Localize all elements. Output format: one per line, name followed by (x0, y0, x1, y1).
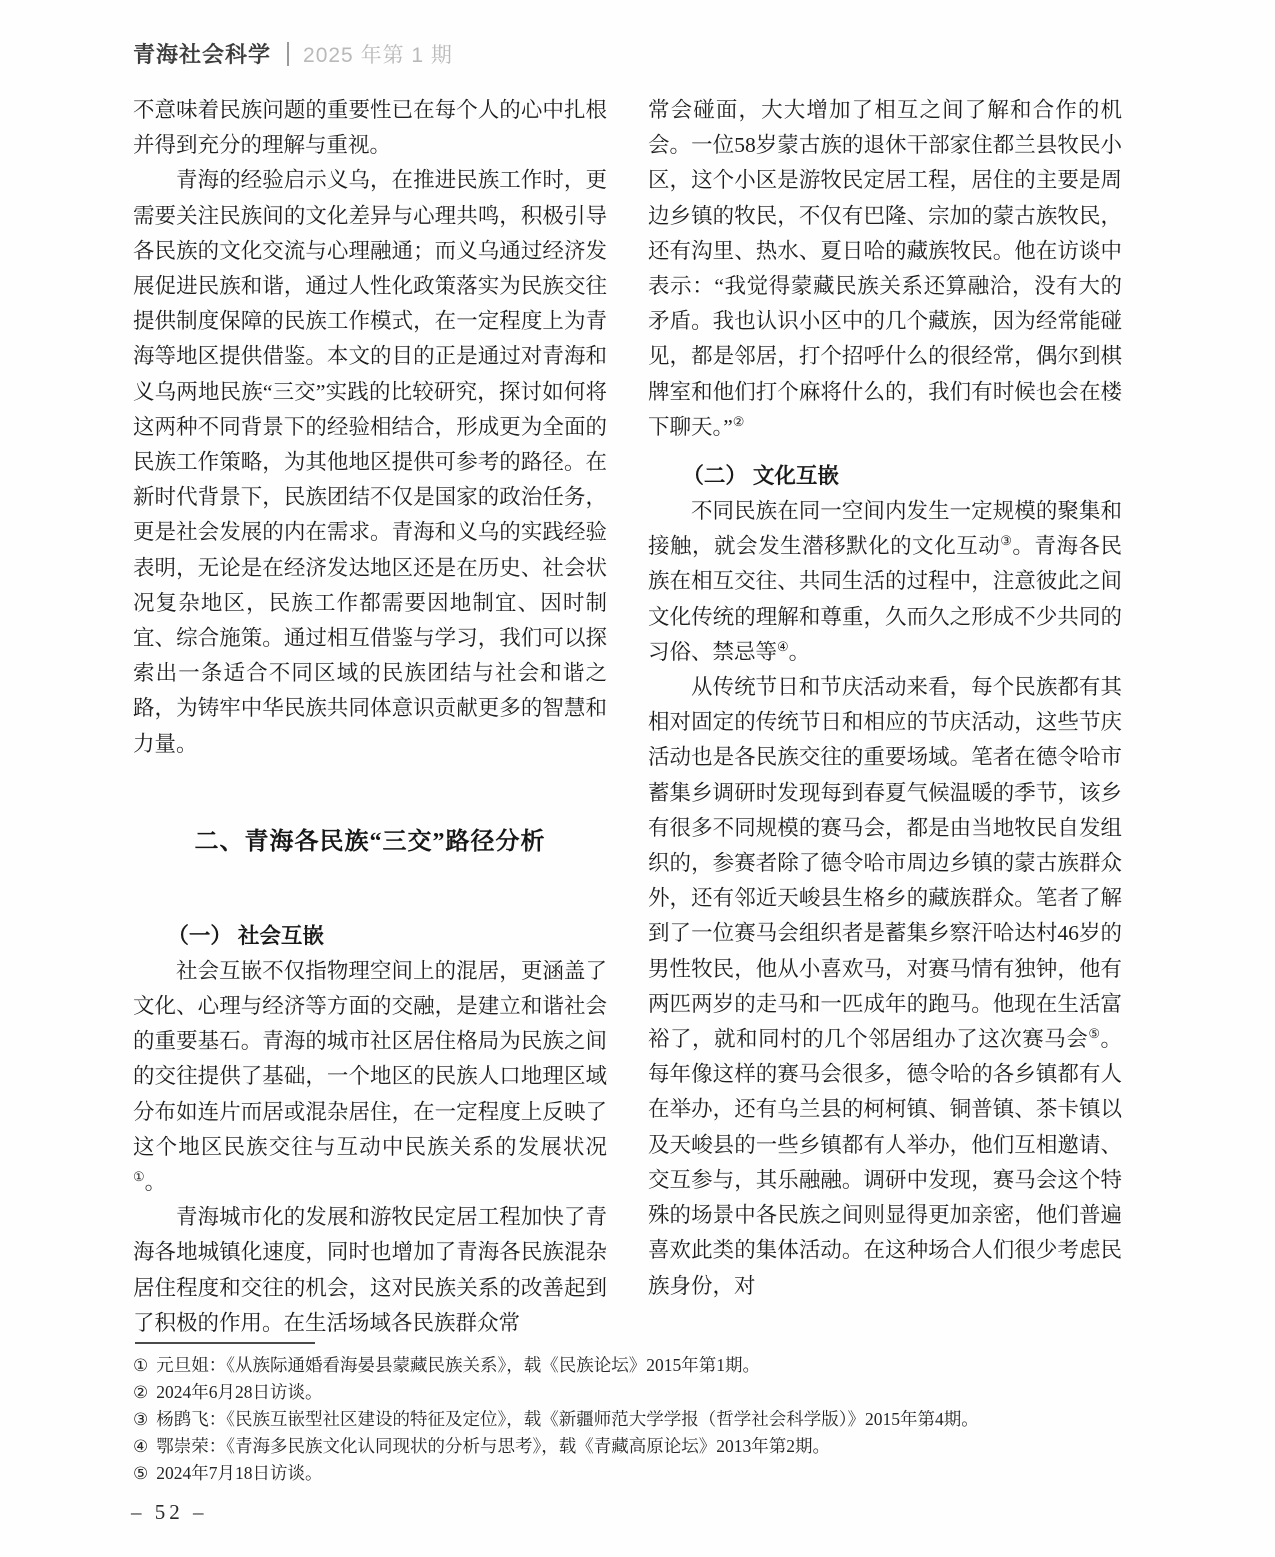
footnote-item (133, 1460, 1143, 1487)
footnote-text: 2024年7月18日访谈。 (156, 1463, 323, 1483)
paragraph-text: 。 (788, 639, 811, 664)
paragraph-text: 。每年像这样的赛马会很多，德令哈的各乡镇都有人在举办，还有乌兰县的柯柯镇、铜普镇、茶卡镇以及天峻县的一些乡镇都有人举办，他们互相邀请、交互参与，其乐融融。调研中发现，赛马会这个特殊的场景中各民族之间则显得更加亲密，他们普遍喜欢此类的集体活动。在这种场合人们很少考虑民族身份，对 (648, 1027, 1122, 1298)
footnote-ref-1: ① (133, 1168, 145, 1184)
footnote-item (133, 1352, 1143, 1379)
footnote-item (133, 1406, 1143, 1433)
paragraph-text: 。 (144, 1170, 167, 1195)
footnote-marker: ③ (133, 1410, 149, 1429)
left-column (133, 93, 607, 1341)
footnote-text: 元旦姐：《从族际通婚看海晏县蒙藏民族关系》，载《民族论坛》2015年第1期。 (156, 1355, 760, 1375)
paragraph: 青海的经验启示义乌，在推进民族工作时，更需要关注民族间的文化差异与心理共鸣，积极引导各民族的文化交流与心理融通；而义乌通过经济发展促进民族和谐，通过人性化政策落实为民族交往提供制度保障的民族工作模式，在一定程度上为青海等地区提供借鉴。本文的目的正是通过对青海和义乌两地民族“三交”实践的比较研究，探讨如何将这两种不同背景下的经验相结合，形成更为全面的民族工作策略，为其他地区提供可参考的路径。在新时代背景下，民族团结不仅是国家的政治任务，更是社会发展的内在需求。青海和义乌的实践经验表明，无论是在经济发达地区还是在历史、社会状况复杂地区，民族工作都需要因地制宜、因时制宜、综合施策。通过相互借鉴与学习，我们可以探索出一条适合不同区域的民族团结与社会和谐之路，为铸牢中华民族共同体意识贡献更多的智慧和力量。 (133, 168, 607, 756)
text-columns (133, 93, 1122, 1341)
footnotes (133, 1352, 1143, 1487)
footnote-marker: ① (133, 1356, 149, 1375)
paragraph-text: 社会互嵌不仅指物理空间上的混居，更涵盖了文化、心理与经济等方面的交融，是建立和谐社会的重要基石。青海的城市社区居住格局为民族之间的交往提供了基础，一个地区的民族人口地理区域分布如连片而居或混杂居住，在一定程度上反映了这个地区民族交往与互动中民族关系的发展状况 (133, 958, 607, 1159)
footnote-ref-4: ④ (777, 638, 789, 654)
section-heading: 二、青海各民族“三交”路径分析 (194, 828, 546, 855)
subsection-heading-1: （一） 社会互嵌 (167, 923, 324, 948)
paragraph-text: 从传统节日和节庆活动来看，每个民族都有其相对固定的传统节日和相应的节庆活动，这些节庆活动也是各民族交往的重要场域。笔者在德令哈市蓄集乡调研时发现每到春夏气候温暖的季节，该乡有很多不同规模的赛马会，都是由当地牧民自发组织的，参赛者除了德令哈市周边乡镇的蒙古族群众外，还有邻近天峻县生格乡的藏族群众。笔者了解到了一位赛马会组织者是蓄集乡察汗哈达村46岁的男性牧民，他从小喜欢马，对赛马情有独钟，他有两匹两岁的走马和一匹成年的跑马。他现在生活富裕了，就和同村的几个邻居组办了这次赛马会 (648, 675, 1122, 1052)
footnote-marker: ④ (133, 1437, 149, 1456)
paragraph (648, 494, 1122, 670)
paragraph: 不意味着民族问题的重要性已在每个人的心中扎根并得到充分的理解与重视。 (133, 98, 607, 158)
footnote-item (133, 1379, 1143, 1406)
paragraph (133, 954, 607, 1200)
header-divider (287, 42, 289, 66)
issue-label: 2025 年第 1 期 (303, 43, 453, 67)
paragraph-text: 常会碰面，大大增加了相互之间了解和合作的机会。一位58岁蒙古族的退休干部家住都兰县牧民小区，这个小区是游牧民定居工程，居住的主要是周边乡镇的牧民，不仅有巴隆、宗加的蒙古族牧民，还有沟里、热水、夏日哈的藏族牧民。他在访谈中表示：“我觉得蒙藏民族关系还算融洽，没有大的矛盾。我也认识小区中的几个藏族，因为经常能碰见，都是邻居，打个招呼什么的很经常，偶尔到棋牌室和他们打个麻将什么的，我们有时候也会在楼下聊天。” (648, 98, 1122, 439)
paragraph: 青海城市化的发展和游牧民定居工程加快了青海各地城镇化速度，同时也增加了青海各民族混杂居住程度和交往的机会，这对民族关系的改善起到了积极的作用。在生活场域各民族群众常 (133, 1205, 607, 1335)
footnote-text: 杨鹍飞：《民族互嵌型社区建设的特征及定位》，载《新疆师范大学学报（哲学社会科学版）》2015年第4期。 (156, 1409, 979, 1429)
page-header (133, 38, 453, 69)
footnote-marker: ② (133, 1383, 149, 1402)
footnote-divider (135, 1342, 315, 1344)
page-number: – 52 – (131, 1500, 208, 1524)
footnote-ref-5: ⑤ (1088, 1025, 1101, 1041)
footnote-text: 2024年6月28日访谈。 (156, 1382, 323, 1402)
paragraph-text: 。青海各民族在相互交往、共同生活的过程中，注意彼此之间文化传统的理解和尊重，久而久之形成不少共同的习俗、禁忌等 (648, 534, 1122, 664)
right-column (648, 93, 1122, 1341)
paragraph (648, 670, 1122, 1304)
footnote-text: 鄂崇荣：《青海多民族文化认同现状的分析与思考》，载《青藏高原论坛》2013年第2期。 (156, 1436, 830, 1456)
journal-title: 青海社会科学 (133, 42, 272, 67)
paragraph (648, 93, 1122, 445)
footnote-marker: ⑤ (133, 1464, 149, 1483)
paragraph-text: 不同民族在同一空间内发生一定规模的聚集和接触，就会发生潜移默化的文化互动 (648, 499, 1122, 559)
footnote-ref-2: ② (732, 413, 745, 429)
subsection-heading-2: （二） 文化互嵌 (682, 464, 839, 489)
footnote-item (133, 1433, 1143, 1460)
footnote-ref-3: ③ (1000, 533, 1013, 549)
